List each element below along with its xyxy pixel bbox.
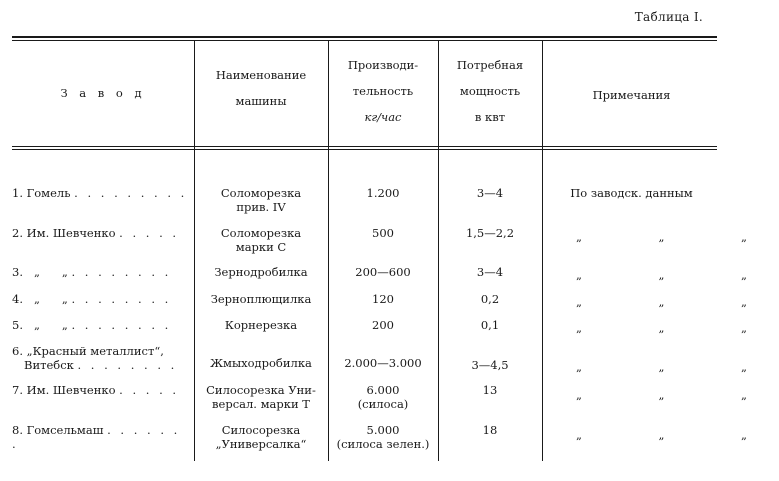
row-5-power: 0,1 — [480, 318, 500, 332]
row-3-note-mark-2: „ — [658, 268, 665, 282]
row-6-note-mark-1: „ — [576, 360, 582, 374]
row-7-plant-text: 7. Им. Шевченко — [12, 383, 116, 397]
row-1-productivity: 1.200 — [366, 186, 400, 200]
header-power-line1: Потребная — [456, 58, 524, 72]
row-7-dots: . . . . . — [119, 383, 180, 397]
row-5-productivity: 200 — [372, 318, 394, 332]
header-bottom-rule-upper — [12, 146, 717, 147]
row-5-machine — [194, 318, 328, 332]
header-productivity — [328, 52, 438, 130]
row-7-productivity-note: (силоса) — [357, 397, 409, 411]
row-7-productivity — [328, 383, 438, 411]
row-5-note-mark-3: „ — [741, 321, 747, 335]
row-7-note — [546, 388, 779, 402]
row-6-note — [546, 360, 779, 374]
row-3-dots: . . . . . . . . — [71, 265, 172, 279]
row-6-power: 3—4,5 — [471, 358, 509, 372]
header-zavod: З а в о д — [60, 86, 146, 100]
row-3-plant-text: 3. „ „ — [12, 265, 68, 279]
row-2-plant — [12, 226, 190, 240]
table-caption: Таблица I. — [634, 10, 703, 24]
row-3-note — [546, 268, 779, 282]
row-5-plant — [12, 318, 190, 332]
row-5-machine-line1: Корнерезка — [224, 318, 298, 332]
row-8-note-mark-2: „ — [658, 428, 665, 442]
row-4-power: 0,2 — [480, 292, 500, 306]
row-1-power: 3—4 — [476, 186, 504, 200]
row-4-productivity: 120 — [372, 292, 394, 306]
row-6-productivity: 2.000—3.000 — [344, 356, 422, 370]
row-4-plant — [12, 292, 190, 306]
header-notes: Примечания — [592, 88, 671, 102]
row-8-dots: . . . . . . . — [12, 423, 181, 451]
row-8-power: 18 — [482, 423, 498, 437]
header-machine-name-line2: машины — [235, 94, 287, 108]
header-power — [438, 52, 542, 130]
row-6-plant — [12, 344, 190, 372]
row-5-note-mark-1: „ — [576, 321, 582, 335]
row-7-machine-line2: версал. марки Т — [212, 397, 310, 411]
row-8-productivity-value: 5.000 — [366, 423, 400, 437]
row-7-power: 13 — [482, 383, 498, 397]
row-2-note-mark-1: „ — [576, 230, 582, 244]
row-8-note — [546, 428, 779, 442]
row-4-note-mark-1: „ — [576, 295, 582, 309]
row-2-machine — [194, 226, 328, 254]
row-7-machine — [194, 383, 328, 411]
row-4-note — [546, 295, 779, 309]
row-2-note-mark-3: „ — [741, 230, 747, 244]
row-3-machine-line1: Зернодробилка — [214, 265, 308, 279]
row-5-dots: . . . . . . . . — [71, 318, 172, 332]
row-4-machine — [194, 292, 328, 306]
row-8-machine-line1: Силосорезка — [221, 423, 301, 437]
row-1-plant — [12, 186, 190, 200]
row-6-note-mark-3: „ — [741, 360, 747, 374]
row-1-dots: . . . . . . . . . — [74, 186, 188, 200]
row-4-dots: . . . . . . . . — [71, 292, 172, 306]
row-6-dots: . . . . . . . . — [77, 358, 178, 372]
row-3-productivity: 200—600 — [355, 265, 411, 279]
row-5-plant-text: 5. „ „ — [12, 318, 68, 332]
row-4-machine-line1: Зерноплющилка — [210, 292, 312, 306]
row-2-note — [546, 230, 779, 244]
row-1-machine-line1: Соломорезка — [220, 186, 302, 200]
row-8-productivity-note: (силоса зелен.) — [336, 437, 430, 451]
row-8-note-mark-3: „ — [741, 428, 747, 442]
row-8-machine-line2: „Универсалка“ — [215, 437, 307, 451]
row-8-plant — [12, 423, 190, 451]
row-6-machine — [194, 356, 328, 370]
row-4-note-mark-2: „ — [658, 295, 665, 309]
top-double-rule-upper — [12, 36, 717, 38]
row-7-note-mark-2: „ — [658, 388, 665, 402]
row-3-plant — [12, 265, 190, 279]
row-2-plant-text: 2. Им. Шевченко — [12, 226, 116, 240]
row-6-plant-city: Витебск — [24, 358, 74, 372]
row-3-machine — [194, 265, 328, 279]
row-6-machine-line1: Жмыходробилка — [210, 356, 312, 370]
row-7-plant — [12, 383, 190, 397]
row-8-machine — [194, 423, 328, 451]
header-bottom-rule-lower — [12, 149, 717, 150]
row-2-machine-line2: марки С — [235, 240, 287, 254]
row-3-note-mark-3: „ — [741, 268, 747, 282]
row-1-machine — [194, 186, 328, 214]
row-7-productivity-value: 6.000 — [366, 383, 400, 397]
header-power-line2: мощность — [459, 84, 521, 98]
row-5-note — [546, 321, 779, 335]
row-2-dots: . . . . . — [119, 226, 180, 240]
header-productivity-line2: тельность — [352, 84, 414, 98]
row-3-power: 3—4 — [476, 265, 504, 279]
column-divider-4 — [542, 41, 543, 461]
row-6-plant-line2 — [12, 358, 190, 372]
header-productivity-line1: Производи- — [347, 58, 419, 72]
row-2-machine-line1: Соломорезка — [220, 226, 302, 240]
row-1-plant-text: 1. Гомель — [12, 186, 71, 200]
row-2-power: 1,5—2,2 — [465, 226, 515, 240]
row-3-note-mark-1: „ — [576, 268, 582, 282]
header-power-line3: в квт — [474, 110, 506, 124]
header-machine-name-line1: Наименование — [215, 68, 307, 82]
row-7-note-mark-3: „ — [741, 388, 747, 402]
row-8-plant-text: 8. Гомсельмаш — [12, 423, 104, 437]
top-double-rule-lower — [12, 40, 717, 41]
row-7-note-mark-1: „ — [576, 388, 582, 402]
header-productivity-unit: кг/час — [364, 110, 402, 124]
row-4-plant-text: 4. „ „ — [12, 292, 68, 306]
row-1-note: По заводск. данным — [570, 186, 693, 200]
header-machine-name — [194, 62, 328, 114]
row-8-note-mark-1: „ — [576, 428, 582, 442]
row-4-note-mark-3: „ — [741, 295, 747, 309]
row-1-machine-line2: прив. IV — [236, 200, 286, 214]
row-6-note-mark-2: „ — [658, 360, 665, 374]
row-5-note-mark-2: „ — [658, 321, 665, 335]
row-2-note-mark-2: „ — [658, 230, 665, 244]
row-7-machine-line1: Силосорезка Уни- — [206, 383, 316, 397]
row-6-plant-line1: 6. „Красный металлист“, — [12, 344, 164, 358]
row-8-productivity — [328, 423, 438, 451]
row-2-productivity: 500 — [372, 226, 394, 240]
